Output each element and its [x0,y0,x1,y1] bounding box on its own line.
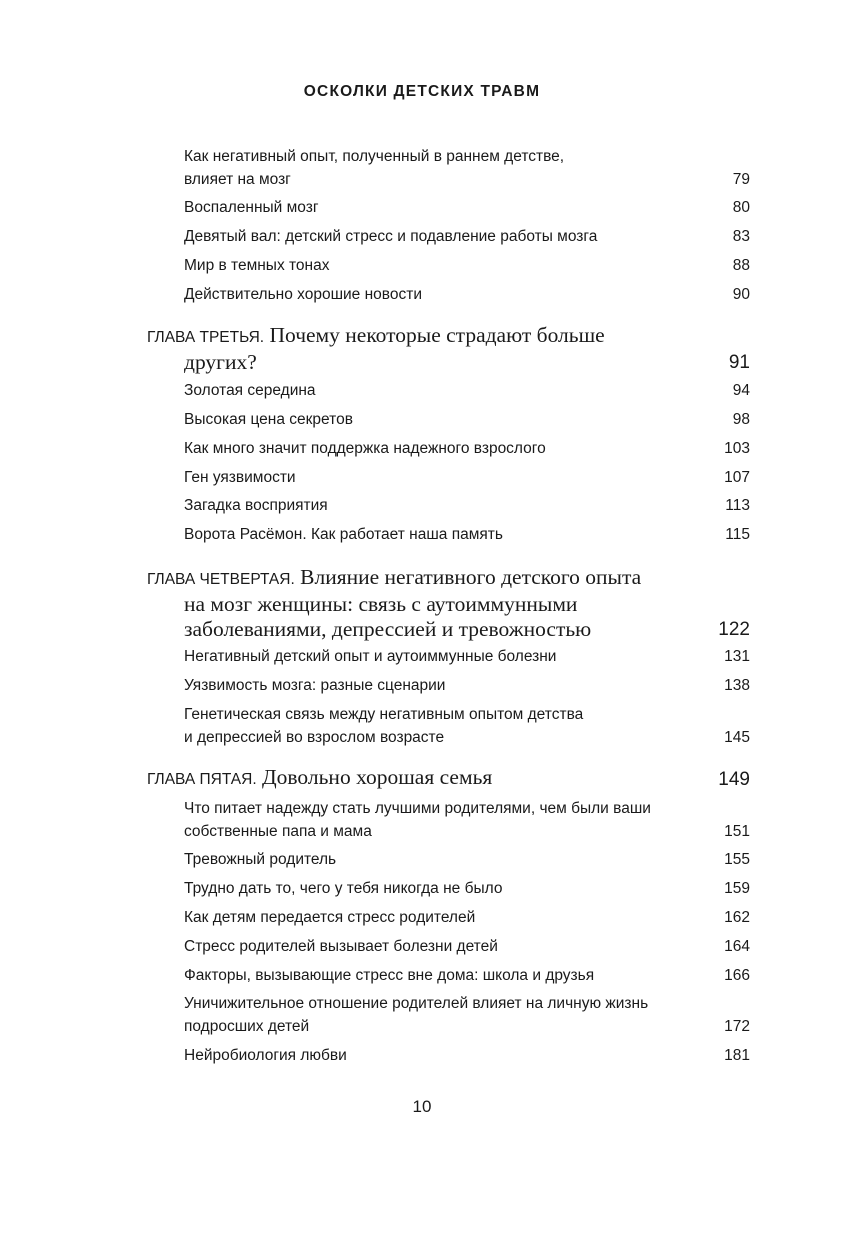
toc-entry-title: Трудно дать то, чего у тебя никогда не было [184,880,503,897]
toc-entry-title: Стресс родителей вызывает болезни детей [184,938,498,955]
toc-entry [184,645,750,668]
chapter-title-line1: Влияние негативного детского опыта [300,565,642,589]
chapter-page: 122 [718,619,750,640]
toc-entry-title: Загадка восприятия [184,497,328,514]
toc-entry-title-line2: влияет на мозг [184,171,291,188]
chapter-label: ГЛАВА ЧЕТВЕРТАЯ. [147,571,295,588]
toc-entry-page: 162 [724,909,750,926]
toc-entry-title: Тревожный родитель [184,851,337,868]
toc-entry [184,225,750,248]
toc-entry-page: 164 [724,938,750,955]
toc-entry [184,494,750,517]
toc-entry-page: 103 [724,440,750,457]
toc-entry-title: Воспаленный мозг [184,199,319,216]
toc-entry-title-line1: Что питает надежду стать лучшими родителями, чем были ваши [184,800,651,817]
toc-entry-page: 151 [724,823,750,840]
toc-entry [184,379,750,402]
toc-entry-page: 138 [724,677,750,694]
toc-entry-title: Ворота Расёмон. Как работает наша память [184,526,503,543]
toc-entry [184,437,750,460]
toc-entry-title-line2: подросших детей [184,1018,310,1035]
toc-entry-page: 166 [724,967,750,984]
toc-entry [184,877,750,900]
chapter-heading-3 [147,323,750,375]
toc-entry-page: 94 [732,382,750,399]
toc-entry-title: Нейробиология любви [184,1047,347,1064]
toc-entry-page: 145 [724,729,750,746]
toc-entry [184,992,750,1038]
chapter-title-line2: на мозг женщины: связь с аутоиммунными [184,592,578,616]
toc-entry-page: 113 [725,497,750,514]
toc-entry-title: Ген уязвимости [184,469,296,486]
toc-entry-page: 115 [725,526,750,543]
chapter-label: ГЛАВА ТРЕТЬЯ. [147,329,265,346]
toc-entry [184,935,750,958]
chapter-label: ГЛАВА ПЯТАЯ. [147,771,257,788]
toc-entry [184,254,750,277]
toc-entry [184,1044,750,1067]
toc-entry [184,466,750,489]
toc-entry-page: 88 [732,257,750,274]
toc-entry [184,797,750,843]
chapter-title-line3: заболеваниями, депрессией и тревожностью [184,617,592,641]
toc-entry-title: Мир в темных тонах [184,257,330,274]
toc-entry-title: Как детям передается стресс родителей [184,909,476,926]
chapter-page: 91 [728,352,750,373]
toc-entry-title: Действительно хорошие новости [184,286,422,303]
chapter-heading-4 [147,565,750,642]
toc-entry-title-line1: Уничижительное отношение родителей влияет на личную жизнь [184,995,649,1012]
toc-entry-title: Золотая середина [184,382,316,399]
toc-entry [184,408,750,431]
toc-entry [184,964,750,987]
toc-entry-title: Факторы, вызывающие стресс вне дома: школа и друзья [184,967,595,984]
chapter-title-line2: других? [184,350,257,374]
toc-entry-title: Уязвимость мозга: разные сценарии [184,677,446,694]
toc-entry-page: 155 [724,851,750,868]
toc-entry [184,196,750,219]
toc-entry-page: 80 [732,199,750,216]
toc-entry [184,674,750,697]
toc-entry-title-line1: Генетическая связь между негативным опытом детства [184,706,584,723]
toc-entry-title: Как много значит поддержка надежного взрослого [184,440,546,457]
toc-entry-page: 107 [724,469,750,486]
toc-entry-page: 181 [724,1047,750,1064]
chapter-title-line1: Почему некоторые страдают больше [269,323,605,347]
toc-entry-page: 83 [732,228,750,245]
running-head: ОСКОЛКИ ДЕТСКИХ ТРАВМ [303,83,541,100]
chapter-page: 149 [718,769,750,790]
toc-entry [184,145,750,191]
toc-entry-title-line2: и депрессией во взрослом возрасте [184,729,445,746]
chapter-title-line1: Довольно хорошая семья [262,765,493,789]
toc-entry-page: 98 [732,411,750,428]
toc-entry-page: 159 [724,880,750,897]
page-number: 10 [412,1097,432,1116]
toc-entry [184,906,750,929]
toc-entry [184,283,750,306]
chapter-heading-5 [147,765,750,792]
toc-entry [184,523,750,546]
toc-entry-title: Негативный детский опыт и аутоиммунные болезни [184,648,557,665]
toc-entry [184,703,750,749]
toc-entry-page: 131 [724,648,750,665]
toc-entry-title: Высокая цена секретов [184,411,353,428]
toc-entry-page: 79 [732,171,750,188]
toc-entry-title-line1: Как негативный опыт, полученный в раннем детстве, [184,148,565,165]
toc-entry-page: 90 [732,286,750,303]
toc-entry [184,848,750,871]
toc-entry-title-line2: собственные папа и мама [184,823,372,840]
toc-entry-page: 172 [724,1018,750,1035]
toc-entry-title: Девятый вал: детский стресс и подавление работы мозга [184,228,598,245]
